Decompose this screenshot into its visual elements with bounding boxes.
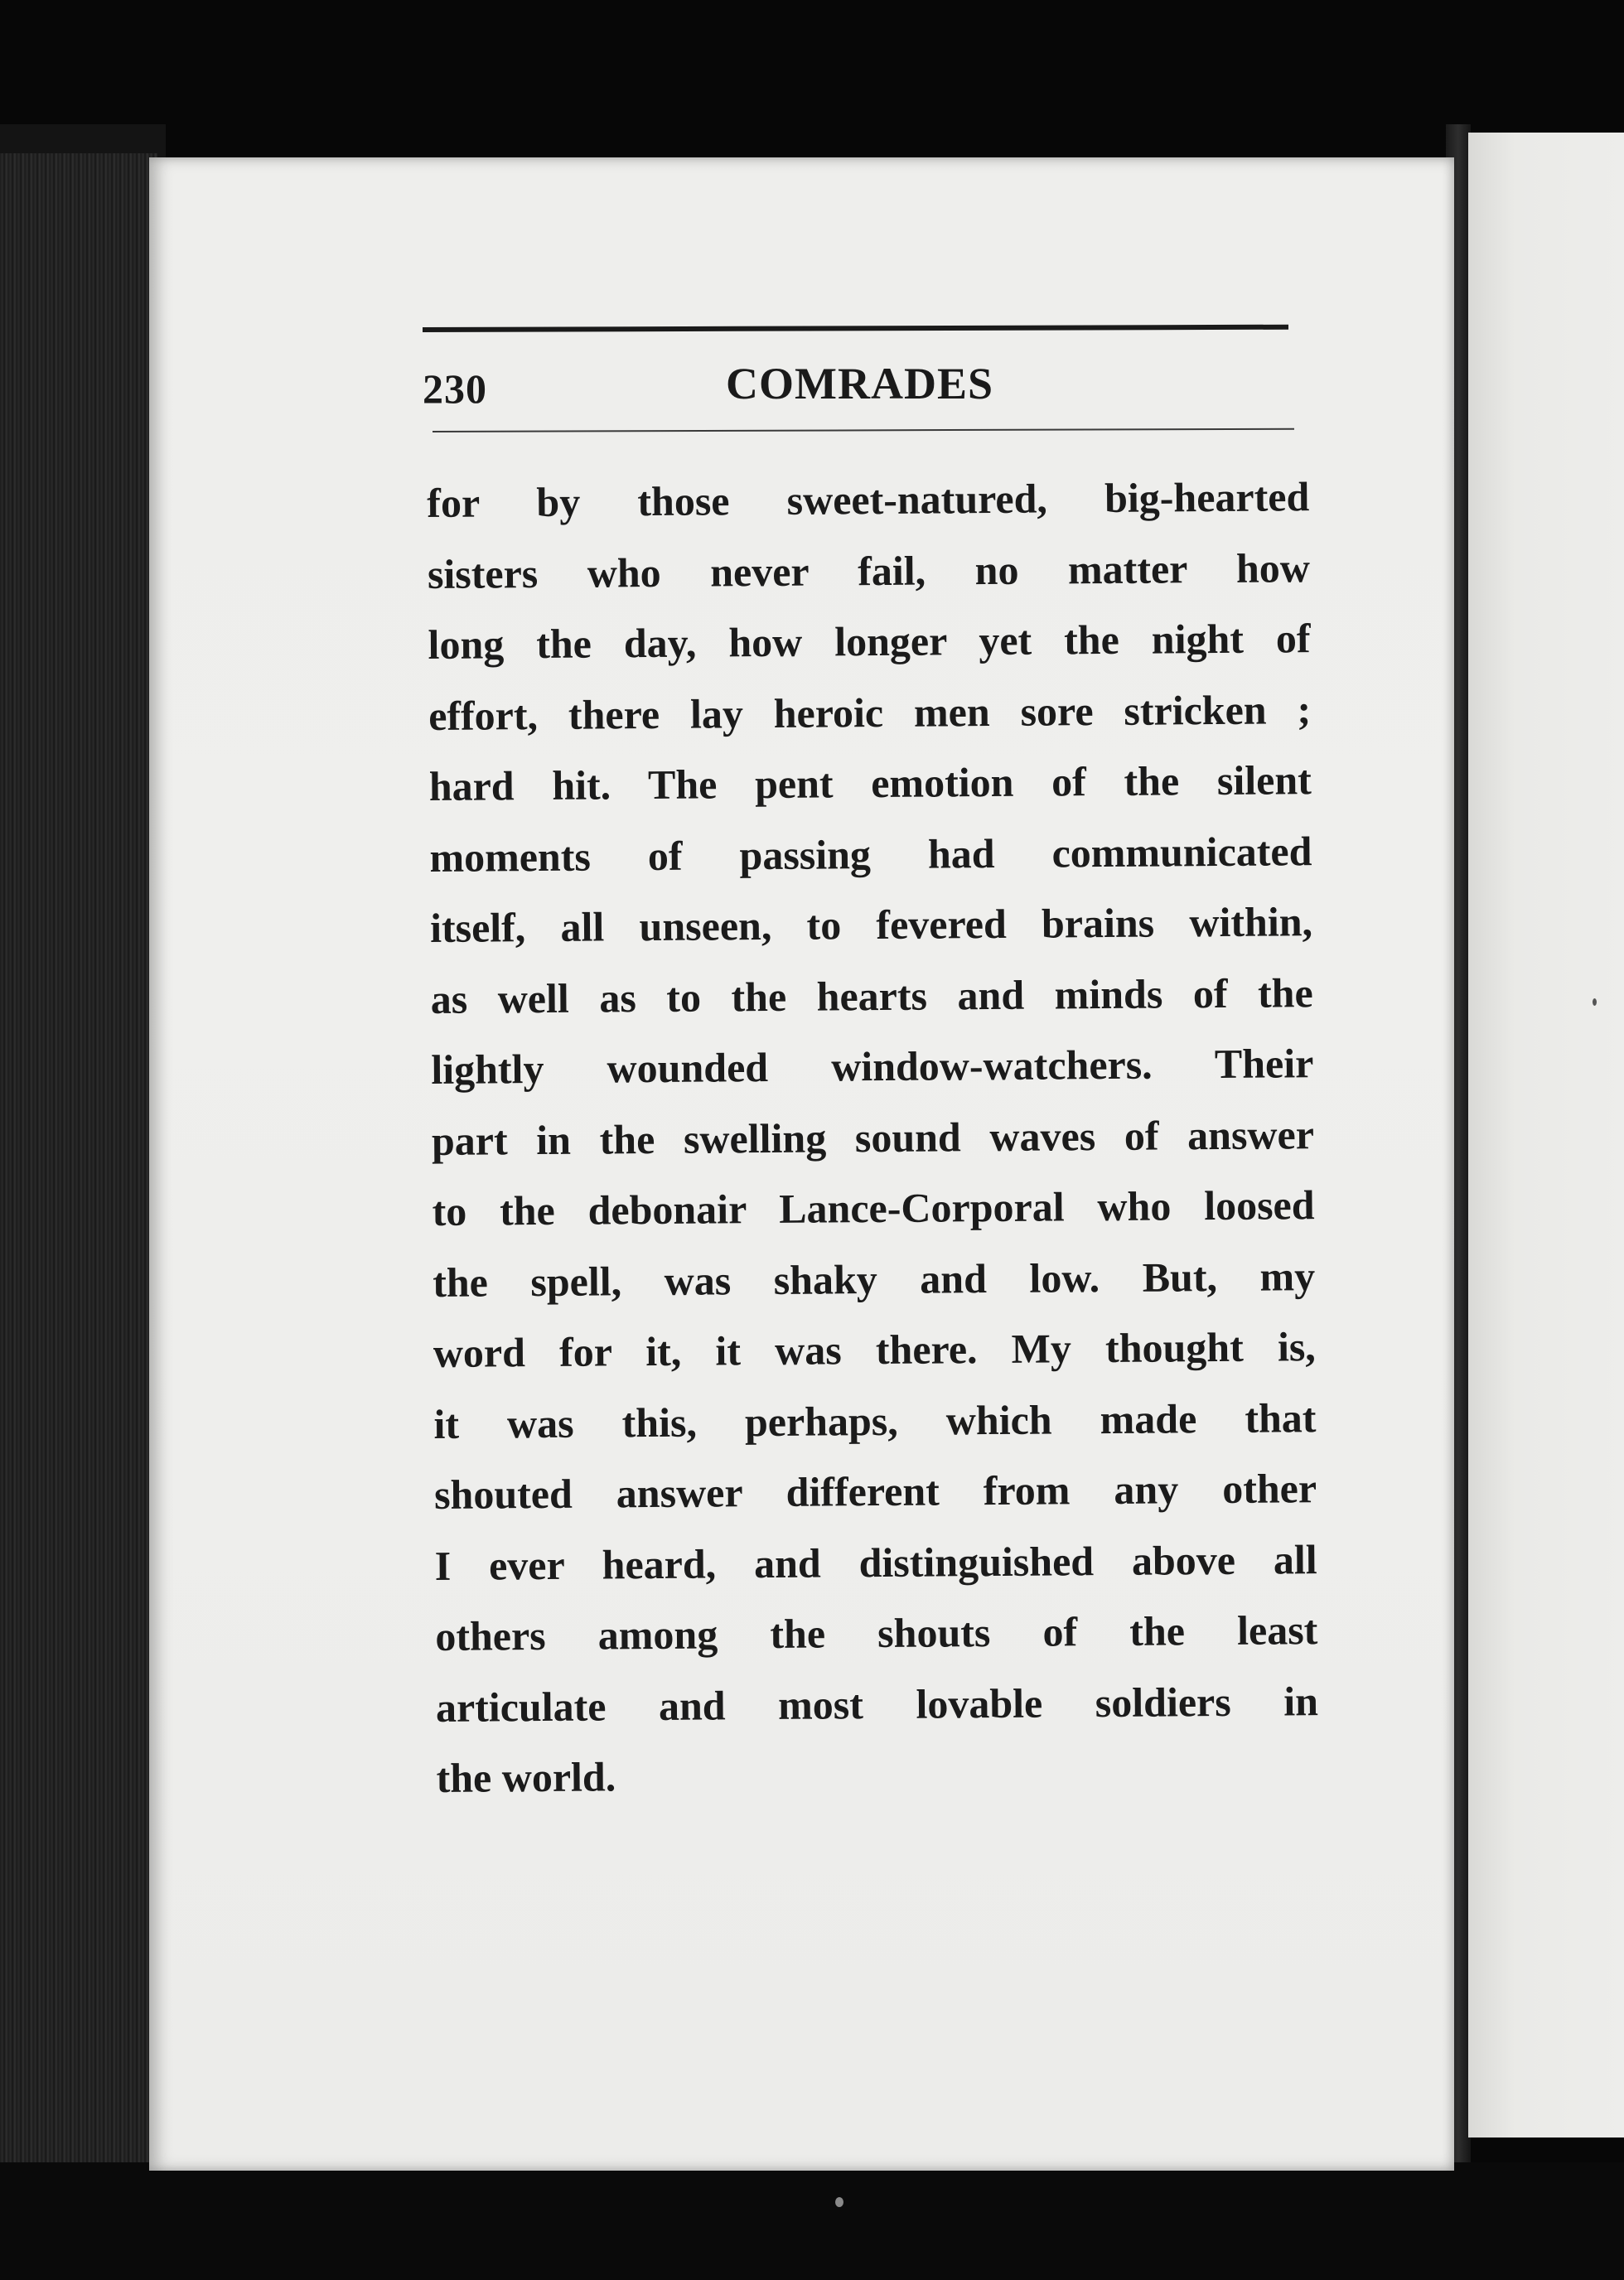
text-line: part in the swelling sound waves of answer bbox=[431, 1110, 1315, 1164]
bottom-shadow bbox=[0, 2162, 1624, 2280]
page-edge-stack bbox=[0, 153, 157, 2175]
dust-speck bbox=[835, 2197, 843, 2207]
text-line: it was this, perhaps, which made that bbox=[433, 1394, 1317, 1447]
text-line: word for it, it was there. My thought is, bbox=[433, 1323, 1317, 1376]
dust-speck bbox=[1593, 998, 1597, 1006]
text-line: others among the shouts of the least bbox=[435, 1606, 1318, 1659]
text-line-last: the world. bbox=[436, 1753, 616, 1801]
text-line: lightly wounded window-watchers. Their bbox=[431, 1040, 1314, 1093]
text-line: hard hit. The pent emotion of the silent bbox=[428, 756, 1312, 809]
page-number: 230 bbox=[423, 365, 487, 412]
text-line: as well as to the hearts and minds of the bbox=[430, 969, 1313, 1022]
text-line: itself, all unseen, to fevered brains within, bbox=[429, 898, 1313, 951]
text-line: moments of passing had communicated bbox=[429, 827, 1312, 881]
text-line: to the debonair Lance-Corporal who loosed bbox=[432, 1181, 1315, 1234]
text-line: effort, there lay heroic men sore stricken ; bbox=[428, 685, 1312, 739]
text-line: long the day, how longer yet the night of bbox=[428, 615, 1311, 668]
body-text bbox=[427, 461, 1319, 1814]
text-line: the spell, was shaky and low. But, my bbox=[432, 1252, 1316, 1306]
text-line: shouted answer different from any other bbox=[433, 1465, 1317, 1518]
text-line: articulate and most lovable soldiers in bbox=[435, 1677, 1319, 1731]
running-head: COMRADES bbox=[726, 359, 994, 408]
text-line: I ever heard, and distinguished above all bbox=[434, 1535, 1317, 1589]
facing-page bbox=[1468, 133, 1624, 2138]
text-line: sisters who never fail, no matter how bbox=[427, 543, 1311, 597]
text-line: for by those sweet-natured, big-hearted bbox=[427, 473, 1310, 526]
